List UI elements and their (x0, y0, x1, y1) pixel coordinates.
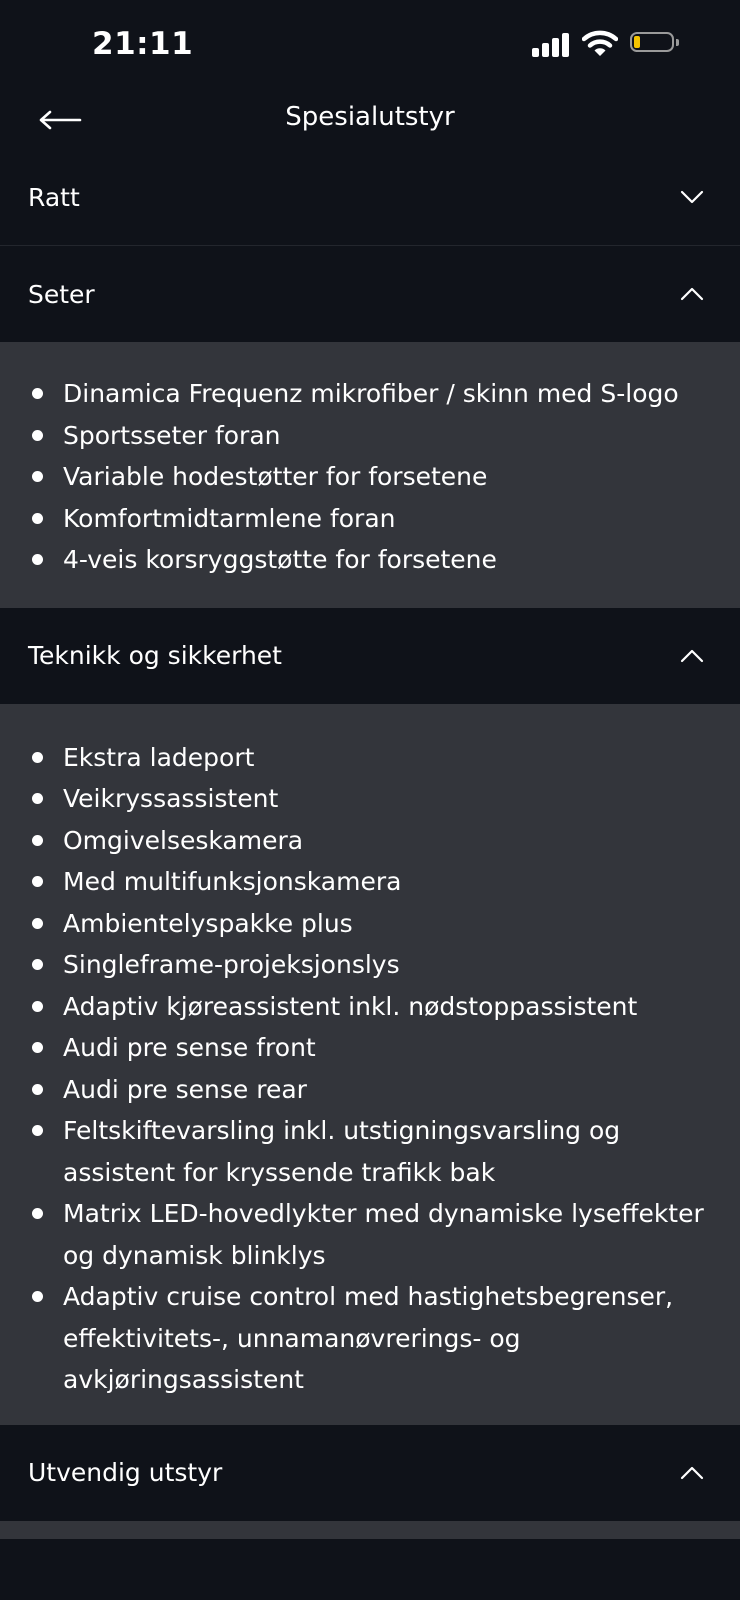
section-title: Ratt (28, 182, 80, 212)
chevron-down-icon[interactable] (680, 189, 704, 205)
section-body-seter (0, 342, 740, 608)
section-header-teknikk-og-sikkerhet[interactable] (0, 608, 740, 704)
list-item: Variable hodestøtter for forsetene (28, 456, 712, 498)
chevron-up-icon[interactable] (680, 286, 704, 302)
section-body-teknikk-og-sikkerhet (0, 704, 740, 1425)
section-body-utvendig-utstyr (0, 1521, 740, 1539)
list-item: Dinamica Frequenz mikrofiber / skinn med S-logo (28, 373, 712, 415)
list-item: Audi pre sense rear (28, 1069, 712, 1111)
status-time: 21:11 (92, 26, 194, 62)
list-item: Ekstra ladeport (28, 737, 712, 779)
feature-list (28, 737, 712, 1401)
section-title: Utvendig utstyr (28, 1458, 223, 1487)
list-item: Med multifunksjonskamera (28, 861, 712, 903)
list-item: Sportsseter foran (28, 415, 712, 457)
section-header-utvendig-utstyr[interactable] (0, 1425, 740, 1521)
chevron-up-icon[interactable] (680, 1465, 704, 1481)
section-title: Seter (28, 279, 95, 309)
wifi-icon (582, 30, 618, 58)
list-item: Veikryssassistent (28, 778, 712, 820)
signal-icon (532, 31, 572, 57)
list-item: Matrix LED-hovedlykter med dynamiske lyseffekter og dynamisk blinklys (28, 1193, 712, 1276)
section-header-ratt[interactable] (0, 149, 740, 245)
feature-list (28, 373, 712, 581)
accordion-list (0, 152, 740, 1539)
list-item: Omgivelseskamera (28, 820, 712, 862)
status-bar (0, 0, 740, 88)
list-item: Singleframe-projeksjonslys (28, 944, 712, 986)
list-item: Adaptiv kjøreassistent inkl. nødstoppassistent (28, 986, 712, 1028)
page-title: Spesialutstyr (285, 102, 455, 132)
section-header-seter[interactable] (0, 246, 740, 342)
list-item: Adaptiv cruise control med hastighetsbegrenser, effektivitets-, unnamanøvrerings- og avkjøringsassistent (28, 1276, 712, 1401)
list-item: 4-veis korsryggstøtte for forsetene (28, 539, 712, 581)
list-item: Audi pre sense front (28, 1027, 712, 1069)
battery-low-icon (630, 32, 680, 56)
chevron-up-icon[interactable] (680, 648, 704, 664)
list-item: Feltskiftevarsling inkl. utstigningsvarsling og assistent for kryssende trafikk bak (28, 1110, 712, 1193)
list-item: Ambientelyspakke plus (28, 903, 712, 945)
top-bar (0, 88, 740, 152)
section-title: Teknikk og sikkerhet (28, 641, 282, 670)
list-item: Komfortmidtarmlene foran (28, 498, 712, 540)
